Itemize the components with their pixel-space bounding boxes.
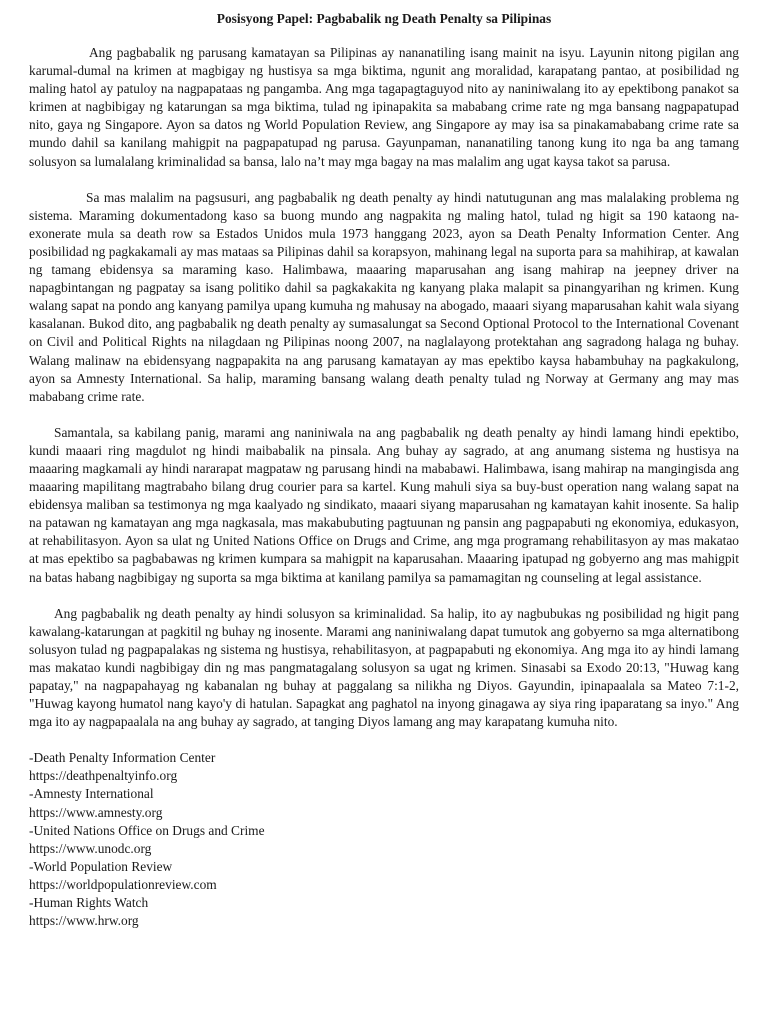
document-title: Posisyong Papel: Pagbabalik ng Death Penalty sa Pilipinas [216,11,552,26]
reference-url: https://www.unodc.org [29,840,152,856]
reference-source: -United Nations Office on Drugs and Crime [29,822,265,838]
reference-source: -Death Penalty Information Center [29,750,216,766]
reference-url: https://www.hrw.org [29,913,139,929]
reference-url: https://deathpenaltyinfo.org [29,768,178,784]
paragraph-counterpoint: Samantala, sa kabilang panig, marami ang naniniwala na ang pagbabalik ng death penalty ay hindi lamang hindi epektibo, kundi maaari ring magdulot ng hindi maibabalik na pinsala. Ang buhay ay sagrado, at ang anumang sistema ng hustisya na maaaring magkamali ay hindi nararapat magpataw ng parusang hindi na mababawi. Halimbawa, isang mahirap na mangingisda ang maaaring mapilitang magtrabaho bilang drug courier para sa kartel. Kung mahuli siya sa buy-bust operation nang walang sapat na ebidensya maliban sa testimonya ng mga kaalyado ng sindikato, maaari siyang maparusahan ng kamatayan kahit inosente. Sa halip na patawan ng kamatayan ang mga nagkasala, mas makabubuting pagtuunan ng pansin ang pagpapabuti ng ekonomiya, edukasyon, at rehabilitasyon. Ayon sa ulat ng United Nations Office on Drugs and Crime, ang mga programang rehabilitasyon ay mas makatao at mas epektibo sa pagbabawas ng krimen kumpara sa mahigpit na kaparusahan. Maaaring ipatupad ng gobyerno ang mas mahigpit na batas habang nagbibigay ng suporta sa mga biktima at kanilang pamilya sa pamamagitan ng counseling at legal assistance. [29,424,739,585]
reference-source: -World Population Review [29,858,173,874]
paragraph-conclusion: Ang pagbabalik ng death penalty ay hindi solusyon sa kriminalidad. Sa halip, ito ay nagbubukas ng posibilidad ng higit pang kawalang-katarungan at pagkitil ng buhay ng inosente. Marami ang naniniwalang dapat tumutok ang gobyerno sa mga alternatibong solusyon tulad ng pagpapalakas ng sistema ng hustisya, rehabilitasyon, at pagpapabuti ng ekonomiya. Ang mga ito ay hindi lamang mas makatao kundi nagbibigay din ng mas pangmatagalang solusyon sa ugat ng krimen. Sinasabi sa Exodo 20:13, "Huwag kang papatay," na nagpapahayag ng kabanalan ng buhay at paggalang sa nilikha ng Diyos. Gayundin, ipinapaalala sa Mateo 7:1-2, "Huwag kayong humatol nang kayo'y di hatulan. Sapagkat ang paghatol na inyong ginagawa ay siya ring ipaparatang sa inyo." Ang mga ito ay nagpapaalala na ang buhay ay sagrado, at tanging Diyos lamang ang may karapatang kumuha nito. [29,605,739,730]
reference-source: -Amnesty International [29,786,154,802]
reference-url: https://www.amnesty.org [29,804,163,820]
reference-url: https://worldpopulationreview.com [29,876,217,892]
references-list [29,749,739,930]
paragraph-introduction: Ang pagbabalik ng parusang kamatayan sa Pilipinas ay nananatiling isang mainit na isyu. Layunin nitong pigilan ang karumal-dumal na krimen at magbigay ng hustisya sa mga biktima, ngunit ang moralidad, karapatang pantao, at posibilidad ng maling hatol ay patuloy na nagpapataas ng pangamba. Ang mga tagapagtaguyod nito ay naniniwalang ito ay epektibong panakot sa krimen at nagbibigay ng katarungan sa mga biktima, tulad ng ipinapakita sa mababang crime rate ng mga bansang nagpapatupad nito, gaya ng Singapore. Ayon sa datos ng World Population Review, ang Singapore ay may isa sa pinakamababang crime rate sa mundo dahil sa kanilang mahigpit na pagpapatupad ng parusa. Gayunpaman, nananatiling tanong kung ito nga ba ang tamang solusyon sa lumalalang kriminalidad sa bansa, lalo na’t may mga bagay na mas malalim ang ugat kaysa takot sa parusa. [29,45,739,169]
paragraph-analysis: Sa mas malalim na pagsusuri, ang pagbabalik ng death penalty ay hindi natutugunan ang mas malalaking problema ng sistema. Maraming dokumentadong kaso sa buong mundo ang nagpakita ng maling hatol, tulad ng higit sa 190 kataong na-exonerate mula sa death row sa Estados Unidos mula 1973 hanggang 2023, ayon sa Death Penalty Information Center. Ang posibilidad ng pagkakamali ay mas mataas sa Pilipinas dahil sa korapsyon, mahinang legal na suporta para sa mahihirap, at kawalan ng tamang ebidensya sa maraming kaso. Halimbawa, maaaring maparusahan ang isang mahirap na jeepney driver na napagbintangan ng pagpatay sa isang politiko dahil sa pagkakakita ng kanyang plaka malapit sa pinangyarihan ng krimen. Kung walang sapat na pondo ang kanyang pamilya upang kumuha ng mahusay na abogado, maaari siyang maparusahan kahit wala siyang kasalanan. Bukod dito, ang pagbabalik ng death penalty ay sumasalungat sa Second Optional Protocol to the International Covenant on Civil and Political Rights na nilagdaan ng Pilipinas noong 2007, na naglalayong protektahan ang sagradong halaga ng buhay. Walang malinaw na ebidensyang nagpapakita na ang parusang kamatayan ay mas epektibo kaysa habambuhay na pagkakulong, ayon sa Amnesty International. Sa halip, maraming bansang walang death penalty tulad ng Norway at Germany ang may mas mababang crime rate. [29,189,739,404]
reference-source: -Human Rights Watch [29,895,149,911]
